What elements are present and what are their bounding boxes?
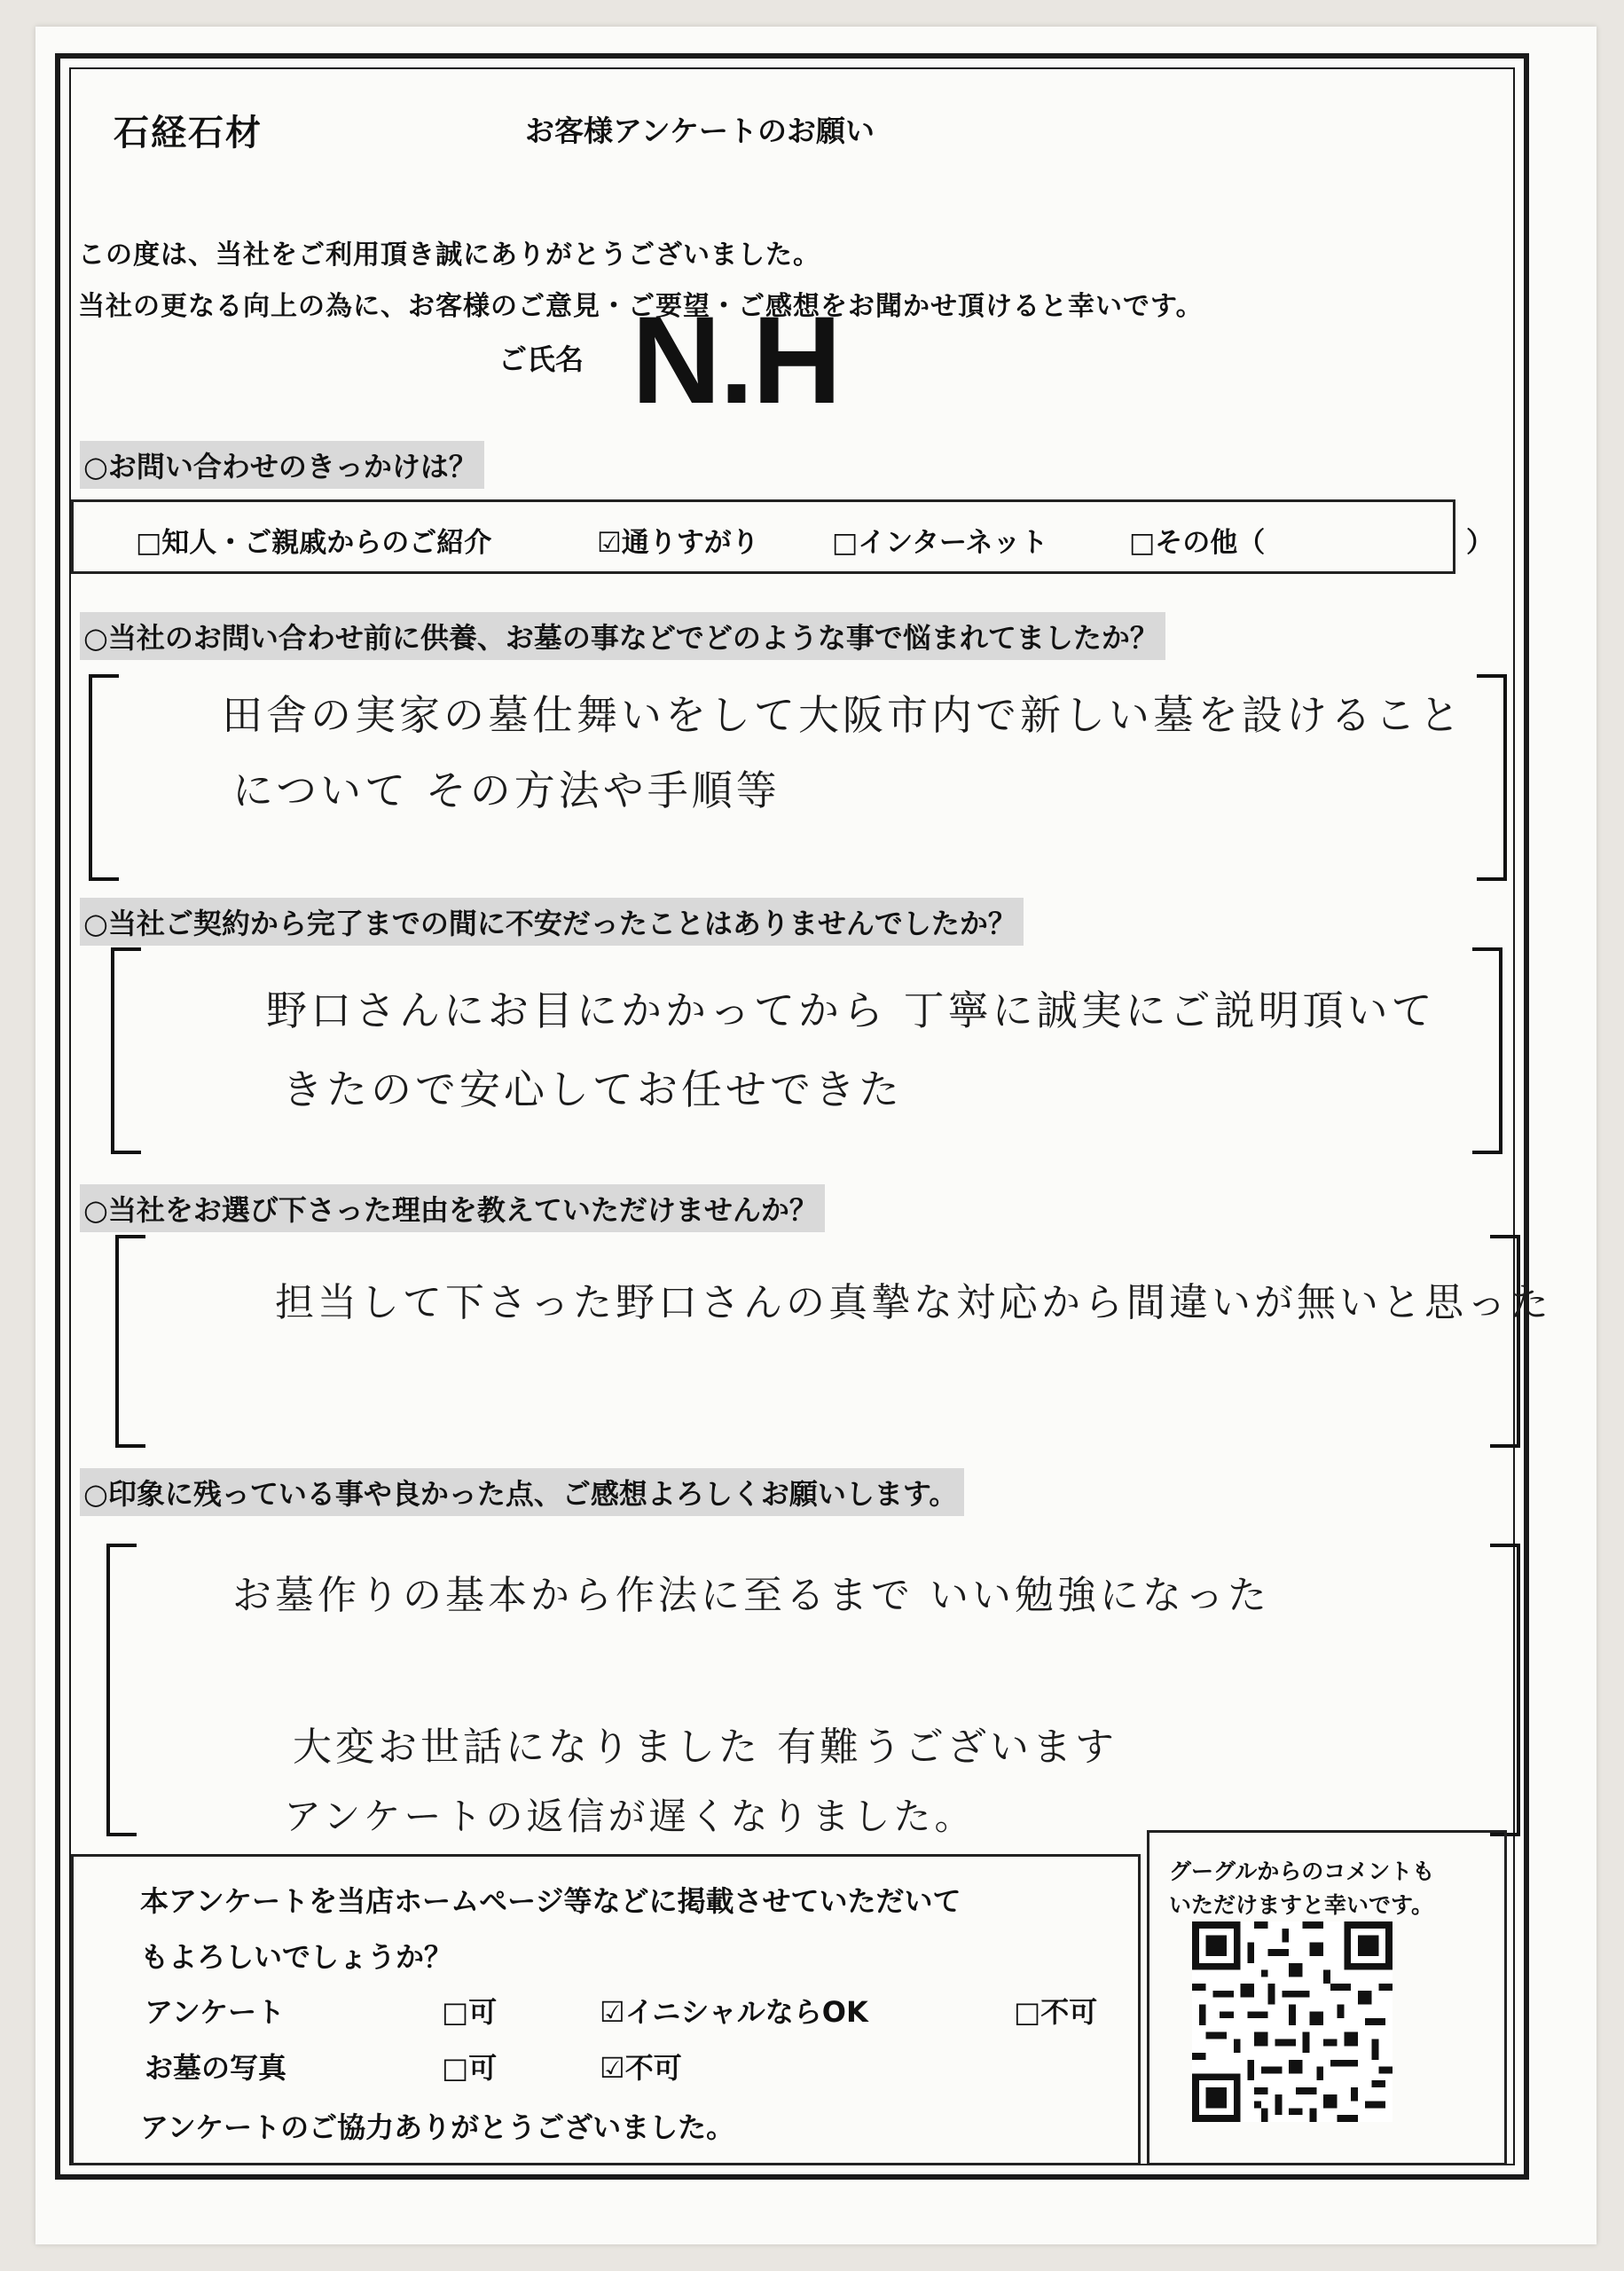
answer-q5-line-2: 大変お世話になりました 有難うございます — [293, 1725, 1118, 1770]
option-label: 不可 — [1040, 1995, 1098, 2029]
checkbox-icon: □ — [1129, 527, 1156, 559]
option-internet[interactable] — [832, 520, 1048, 560]
answer-q3-line-1: 野口さんにお目にかかってから 丁寧に誠実にご説明頂いて — [266, 986, 1436, 1034]
option-label: 不可 — [624, 2051, 682, 2085]
answer-q5-line-3: アンケートの返信が遅くなりました。 — [284, 1795, 976, 1838]
option-label: インターネット — [858, 527, 1048, 559]
answer-bracket-right — [1490, 1235, 1520, 1448]
google-review-line-2: いただけますと幸いです。 — [1169, 1892, 1434, 1918]
checkbox-icon: □ — [1014, 1995, 1041, 2029]
qr-code-icon[interactable] — [1192, 1921, 1393, 2122]
question-impressions: ○印象に残っている事や良かった点、ご感想よろしくお願いします。 — [80, 1468, 964, 1516]
answer-bracket-right — [1477, 674, 1507, 881]
google-review-line-1: グーグルからのコメントも — [1169, 1858, 1435, 1884]
answer-bracket-right — [1472, 947, 1502, 1154]
intro-line-1: この度は、当社をご利用頂き誠にありがとうございました。 — [78, 240, 820, 271]
inquiry-options-box — [71, 499, 1494, 574]
option-other-close-paren: ） — [1466, 527, 1494, 559]
checked-checkbox-icon: ☑ — [600, 2051, 625, 2085]
option-label: 知人・ご親戚からのご紹介 — [161, 527, 492, 559]
intro-line-2: 当社の更なる向上の為に、お客様のご意見・ご要望・ご感想をお聞かせ頂けると幸いです。 — [78, 291, 1204, 322]
consent-row-label-survey: アンケート — [145, 1995, 286, 2029]
consent-row-label-photo: お墓の写真 — [145, 2051, 287, 2085]
checked-checkbox-icon: ☑ — [600, 1995, 625, 2029]
answer-q2-line-1: 田舎の実家の墓仕舞いをして大阪市内で新しい墓を設けること — [222, 691, 1463, 739]
survey-title: お客様アンケートのお願い — [525, 114, 875, 148]
answer-bracket-left — [115, 1235, 145, 1448]
consent-survey-deny[interactable] — [1014, 1990, 1097, 2031]
question-prior-concerns: ○当社のお問い合わせ前に供養、お墓の事などでどのような事で悩まれてましたか？ — [80, 612, 1165, 660]
answer-bracket-left — [111, 947, 141, 1154]
answer-q3-line-2: きたので安心してお任せできた — [282, 1065, 903, 1113]
name-value: N.H — [632, 290, 841, 429]
answer-q4-line-1: 担当して下さった野口さんの真摯な対応から間違いが無いと思った — [275, 1280, 1552, 1325]
answer-q5-line-1: お墓作りの基本から作法に至るまで いい勉強になった — [232, 1573, 1270, 1618]
checked-checkbox-icon: ☑ — [597, 527, 622, 559]
option-label: 可 — [468, 1995, 498, 2029]
google-review-box — [1147, 1830, 1507, 2165]
consent-question-line-2: もよろしいでしょうか？ — [140, 1940, 453, 1974]
checkbox-icon: □ — [136, 527, 162, 559]
consent-photo-deny[interactable] — [600, 2046, 682, 2086]
question-inquiry-trigger: ○お問い合わせのきっかけは？ — [80, 441, 484, 489]
option-label: 通りすがり — [621, 527, 759, 559]
option-other[interactable] — [1129, 520, 1265, 560]
option-label: イニシャルならOK — [624, 1995, 868, 2029]
consent-question-line-1: 本アンケートを当店ホームページ等などに掲載させていただいて — [140, 1884, 961, 1918]
option-passing-by[interactable] — [597, 520, 759, 560]
option-referral[interactable] — [136, 520, 491, 560]
consent-thanks: アンケートのご協力ありがとうございました。 — [140, 2110, 735, 2144]
answer-bracket-left — [89, 674, 119, 881]
company-name: 石経石材 — [114, 113, 263, 153]
checkbox-icon: □ — [442, 2051, 469, 2085]
answer-bracket-right — [1490, 1544, 1520, 1836]
consent-photo-allow[interactable] — [442, 2046, 497, 2086]
consent-survey-allow[interactable] — [442, 1990, 497, 2031]
question-anxieties: ○当社ご契約から完了までの間に不安だったことはありませんでしたか？ — [80, 898, 1024, 946]
answer-q2-line-2: について その方法や手順等 — [232, 766, 781, 814]
consent-survey-initials-ok[interactable] — [600, 1990, 868, 2031]
name-label: ご氏名 — [498, 342, 584, 376]
answer-bracket-left — [106, 1544, 137, 1836]
checkbox-icon: □ — [832, 527, 859, 559]
option-label: その他（ — [1155, 527, 1266, 559]
publish-consent-box — [71, 1854, 1141, 2165]
option-label: 可 — [468, 2051, 498, 2085]
question-reason-chosen: ○当社をお選び下さった理由を教えていただけませんか？ — [80, 1184, 825, 1232]
checkbox-icon: □ — [442, 1995, 469, 2029]
